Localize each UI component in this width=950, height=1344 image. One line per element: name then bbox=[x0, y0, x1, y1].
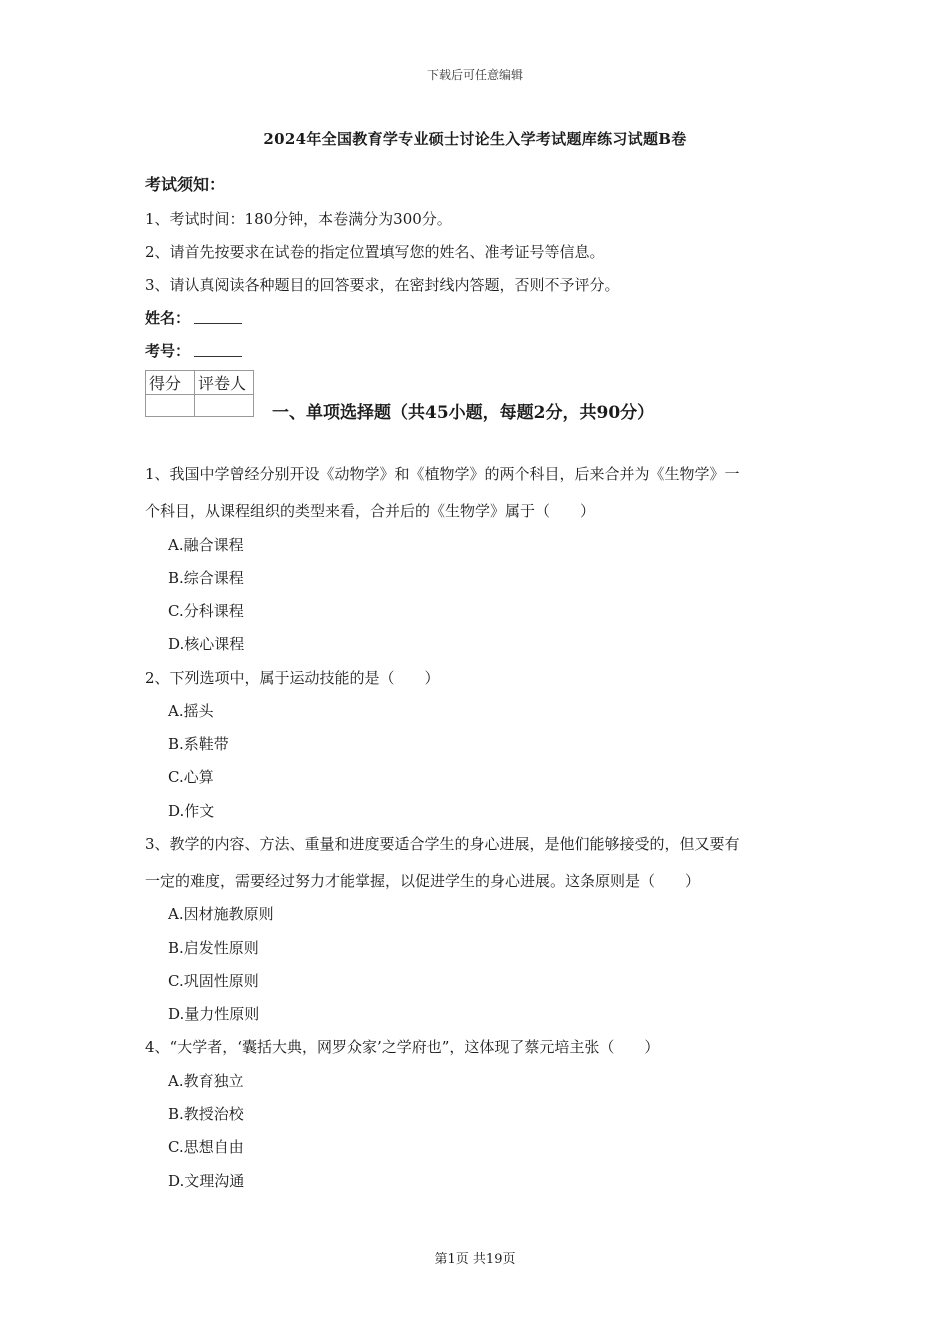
name-label: 姓名： bbox=[145, 309, 191, 327]
score-header: 得分 bbox=[146, 371, 195, 395]
page-header: 下载后可任意编辑 bbox=[426, 68, 523, 82]
question-1-line-2: 个科目，从课程组织的类型来看，合并后的《生物学》属于（ ） bbox=[145, 502, 596, 520]
grader-header: 评卷人 bbox=[195, 371, 254, 395]
notice-item-3: 3、请认真阅读各种题目的回答要求，在密封线内答题，否则不予评分。 bbox=[145, 276, 620, 294]
question-4-option-a: A.教育独立 bbox=[168, 1072, 244, 1090]
document-title: 2024年全国教育学专业硕士讨论生入学考试题库练习试题B卷 bbox=[263, 130, 687, 148]
question-2-option-a: A.摇头 bbox=[168, 702, 214, 720]
question-4-line-1: 4、“大学者，‘囊括大典，网罗众家’之学府也”，这体现了蔡元培主张（ ） bbox=[145, 1038, 660, 1056]
score-cell bbox=[146, 395, 195, 417]
question-1-option-d: D.核心课程 bbox=[168, 635, 245, 653]
question-4-option-b: B.教授治校 bbox=[168, 1105, 244, 1123]
question-2-option-c: C.心算 bbox=[168, 768, 214, 786]
section-title: 一、单项选择题（共45小题，每题2分，共90分） bbox=[272, 403, 655, 423]
question-2-option-d: D.作文 bbox=[168, 802, 215, 820]
question-3-option-a: A.因材施教原则 bbox=[168, 905, 274, 923]
question-4-option-d: D.文理沟通 bbox=[168, 1172, 245, 1190]
page-footer: 第1页 共19页 bbox=[434, 1252, 516, 1267]
score-table bbox=[145, 370, 254, 417]
question-1-option-b: B.综合课程 bbox=[168, 569, 244, 587]
grader-cell bbox=[195, 395, 254, 417]
question-4-option-c: C.思想自由 bbox=[168, 1138, 244, 1156]
notice-heading: 考试须知： bbox=[145, 175, 226, 194]
notice-item-1: 1、考试时间：180分钟，本卷满分为300分。 bbox=[145, 210, 452, 228]
question-1-option-c: C.分科课程 bbox=[168, 602, 244, 620]
question-3-line-2: 一定的难度，需要经过努力才能掌握，以促进学生的身心进展。这条原则是（ ） bbox=[145, 872, 701, 890]
question-2-line-1: 2、下列选项中，属于运动技能的是（ ） bbox=[145, 669, 440, 687]
question-2-option-b: B.系鞋带 bbox=[168, 735, 229, 753]
question-3-option-d: D.量力性原则 bbox=[168, 1005, 260, 1023]
id-label: 考号： bbox=[145, 342, 191, 360]
notice-item-2: 2、请首先按要求在试卷的指定位置填写您的姓名、准考证号等信息。 bbox=[145, 243, 605, 261]
question-1-line-1: 1、我国中学曾经分别开设《动物学》和《植物学》的两个科目，后来合并为《生物学》一 bbox=[145, 465, 740, 483]
question-1-option-a: A.融合课程 bbox=[168, 536, 244, 554]
id-blank bbox=[194, 356, 242, 357]
name-blank bbox=[194, 323, 242, 324]
question-3-option-b: B.启发性原则 bbox=[168, 939, 259, 957]
question-3-option-c: C.巩固性原则 bbox=[168, 972, 259, 990]
question-3-line-1: 3、教学的内容、方法、重量和进度要适合学生的身心进展，是他们能够接受的，但又要有 bbox=[145, 835, 740, 853]
